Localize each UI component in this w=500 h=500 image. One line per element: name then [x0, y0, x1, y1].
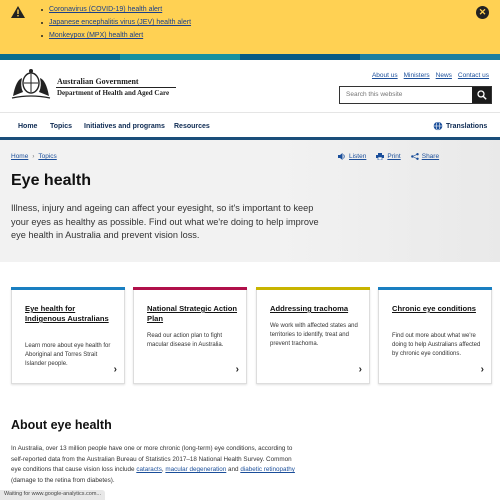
department-name: Department of Health and Aged Care [57, 89, 170, 97]
search-button[interactable] [472, 87, 491, 103]
alert-item [41, 6, 191, 14]
intro-paragraph: Illness, injury and ageing can affect your eyesight, so it's important to keep your eyes as healthy as possible. Find out what we're doing to help improve eye health in Australia and prevent vision loss. [11, 203, 319, 240]
chevron-right-icon: › [358, 364, 362, 375]
alert-item [41, 32, 191, 40]
page-title: Eye health [11, 172, 92, 189]
ministers-link[interactable]: Ministers [403, 72, 430, 79]
listen-button[interactable] [338, 153, 366, 160]
alert-list [41, 6, 191, 45]
card-action-plan[interactable] [133, 288, 247, 384]
card-title[interactable]: Addressing trachoma [270, 304, 349, 313]
about-paragraph [11, 444, 296, 486]
search-icon [477, 90, 487, 100]
card-title[interactable]: Chronic eye conditions [392, 304, 476, 313]
search-box [339, 86, 492, 104]
card-accent-bar [133, 287, 247, 290]
card-description: Read our action plan to fight macular disease in Australia. [147, 333, 224, 349]
chevron-right-icon: › [113, 364, 117, 375]
share-label: Share [421, 153, 440, 160]
card-description: Learn more about eye health for Aboriginal and Torres Strait Islander people. [25, 343, 111, 368]
alert-link-jev[interactable]: Japanese encephalitis virus (JEV) health alert [49, 19, 192, 26]
breadcrumb [11, 153, 57, 160]
card-title[interactable]: National Strategic Action Plan [147, 304, 238, 323]
body-text: In Australia, over 13 million people have one or more chronic (long-term) eye conditions, according to self-reported data from the Australian Bureau of Statistics 2017–18 National Health Survey. Common eye conditions that cause vision loss include [11, 445, 293, 474]
print-button[interactable] [376, 153, 400, 160]
breadcrumb-home[interactable]: Home [11, 153, 29, 160]
page-actions [338, 153, 439, 160]
globe-icon [433, 121, 443, 131]
nav-item-initiatives[interactable]: Initiatives and programs [84, 123, 165, 130]
nav-item-topics[interactable]: Topics [50, 123, 73, 130]
diabetic-retinopathy-link[interactable]: diabetic retinopathy [240, 466, 295, 474]
hero-section [0, 140, 500, 262]
alert-link-covid[interactable]: Coronavirus (COVID-19) health alert [49, 6, 163, 13]
breadcrumb-topics[interactable]: Topics [38, 153, 57, 160]
government-name: Australian Government [57, 77, 139, 86]
alert-banner [0, 0, 500, 54]
card-accent-bar [378, 287, 492, 290]
section-heading: About eye health [11, 418, 112, 432]
body-text: , [161, 466, 166, 474]
nav-item-resources[interactable]: Resources [174, 123, 210, 130]
coat-of-arms-logo[interactable] [10, 68, 52, 100]
card-accent-bar [11, 287, 125, 290]
contact-us-link[interactable]: Contact us [457, 72, 489, 79]
card-description: Find out more about what we're doing to help Australians affected by chronic eye conditions. [392, 333, 481, 358]
body-text: and [226, 466, 241, 474]
body-text: (damage to the retina from diabetes). [11, 476, 115, 484]
card-description: We work with affected states and territories to identify, treat and prevent trachoma. [270, 323, 358, 348]
speaker-icon [338, 153, 346, 160]
news-link[interactable]: News [435, 72, 452, 79]
chevron-right-icon: › [235, 364, 239, 375]
listen-label: Listen [349, 153, 367, 160]
print-label: Print [387, 153, 401, 160]
printer-icon [376, 153, 384, 160]
card-chronic[interactable] [378, 288, 492, 384]
main-nav [0, 112, 500, 139]
translations-button[interactable] [433, 121, 487, 131]
browser-status-bar: Waiting for www.google-analytics.com... [0, 490, 105, 500]
card-accent-bar [256, 287, 370, 290]
utility-links [372, 72, 489, 79]
share-button[interactable] [411, 153, 439, 160]
divider [56, 87, 176, 88]
card-title[interactable]: Eye health for Indigenous Australians [25, 304, 109, 323]
warning-icon [11, 6, 25, 18]
chevron-right-icon: › [32, 153, 35, 160]
chevron-right-icon: › [480, 364, 484, 375]
share-icon [411, 153, 419, 160]
alert-item [41, 19, 191, 27]
translations-label: Translations [446, 122, 488, 130]
search-input[interactable] [346, 91, 466, 98]
card-indigenous[interactable] [11, 288, 125, 384]
close-icon[interactable]: ✕ [476, 6, 489, 19]
nav-item-home[interactable]: Home [18, 123, 38, 130]
about-us-link[interactable]: About us [371, 72, 398, 79]
macular-degeneration-link[interactable]: macular degeneration [165, 466, 227, 474]
card-trachoma[interactable] [256, 288, 370, 384]
cataracts-link[interactable]: cataracts [136, 466, 162, 474]
alert-link-mpx[interactable]: Monkeypox (MPX) health alert [49, 32, 144, 39]
